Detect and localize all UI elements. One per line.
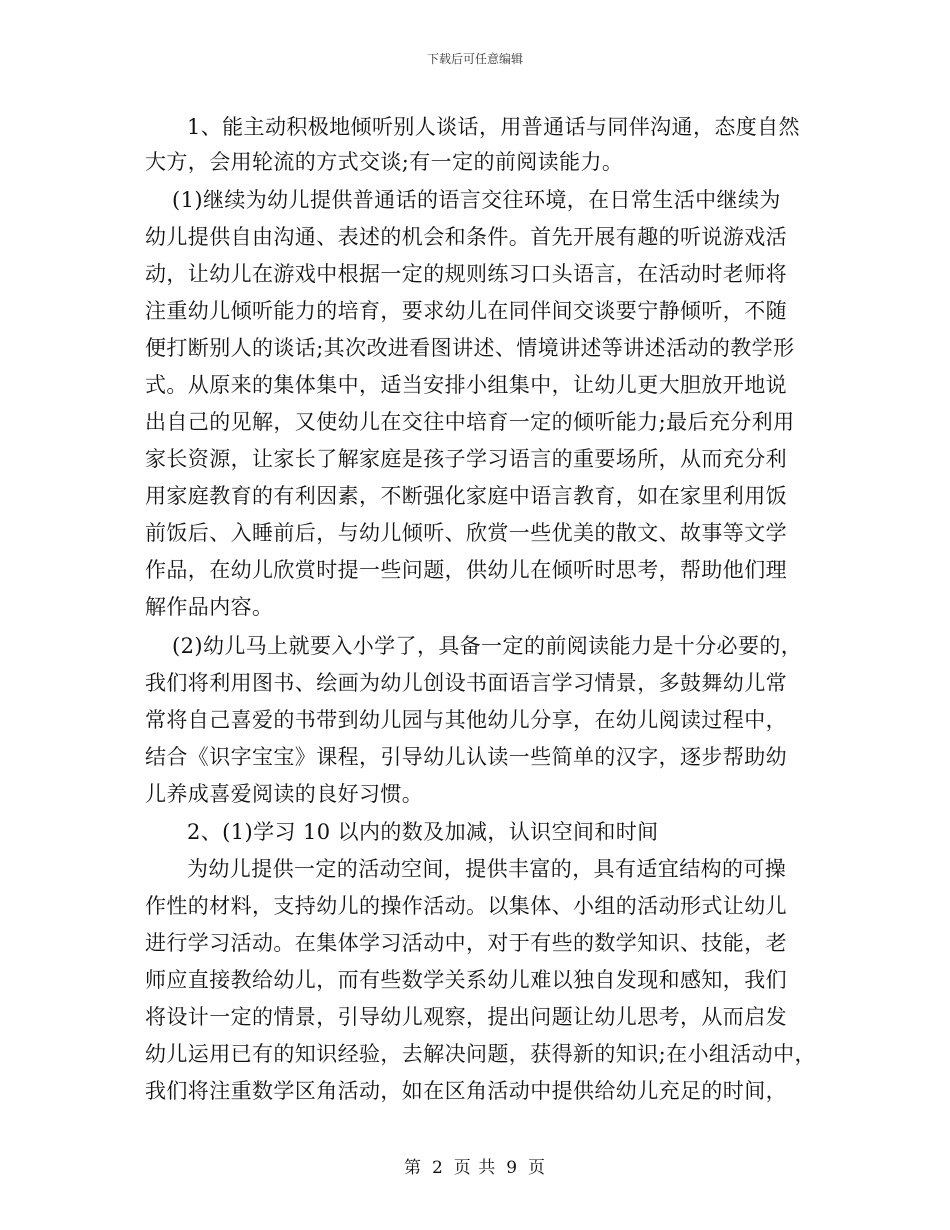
text-line: 式。从原来的集体集中，适当安排小组集中，让幼儿更大胆放开地说 — [145, 373, 787, 397]
text-line: 幼儿运用已有的知识经验，去解决问题，获得新的知识;在小组活动中， — [145, 1042, 816, 1066]
text-line: 进行学习活动。在集体学习活动中，对于有些的数学知识、技能，老 — [145, 931, 787, 955]
total-pages-number: 9 — [506, 1158, 519, 1178]
text-line: 用家庭教育的有利因素，不断强化家庭中语言教育，如在家里利用饭 — [145, 484, 787, 508]
text-line: 作品，在幼儿欣赏时提一些问题，供幼儿在倾听时思考，帮助他们理 — [145, 558, 787, 582]
text-line: (2)幼儿马上就要入小学了，具备一定的前阅读能力是十分必要的， — [172, 634, 803, 658]
text-line: 2、(1)学习 10 以内的数及加减，认识空间和时间 — [187, 820, 659, 844]
text-line: 注重幼儿倾听能力的培育，要求幼儿在同伴间交谈要宁静倾听，不随 — [145, 299, 787, 323]
text-line: 幼儿提供自由沟通、表述的机会和条件。首先开展有趣的听说游戏活 — [145, 225, 787, 249]
text-line: 为幼儿提供一定的活动空间，提供丰富的，具有适宜结构的可操 — [187, 857, 787, 881]
text-line: 将设计一定的情景，引导幼儿观察，提出问题让幼儿思考，从而启发 — [145, 1005, 787, 1029]
text-line: 结合《识字宝宝》课程，引导幼儿认读一些简单的汉字，逐步帮助幼 — [145, 745, 787, 769]
text-line: 我们将利用图书、绘画为幼儿创设书面语言学习情景，多鼓舞幼儿常 — [145, 671, 787, 695]
text-line: 动，让幼儿在游戏中根据一定的规则练习口头语言，在活动时老师将 — [145, 262, 787, 286]
text-line: 前饭后、入睡前后，与幼儿倾听、欣赏一些优美的散文、故事等文学 — [145, 521, 787, 545]
page-header: 下载后可任意编辑 — [426, 52, 523, 66]
page-label-prefix: 第 — [403, 1158, 422, 1178]
page-footer — [0, 1153, 950, 1178]
text-line: 作性的材料，支持幼儿的操作活动。以集体、小组的活动形式让幼儿 — [145, 894, 787, 918]
text-line: 出自己的见解，又使幼儿在交往中培育一定的倾听能力;最后充分利用 — [145, 410, 795, 434]
page-label-suffix: 页 — [528, 1158, 547, 1178]
text-line: 我们将注重数学区角活动，如在区角活动中提供给幼儿充足的时间， — [145, 1079, 787, 1103]
text-line: (1)继续为幼儿提供普通话的语言交往环境，在日常生活中继续为 — [172, 188, 781, 212]
text-line: 儿养成喜爱阅读的良好习惯。 — [145, 782, 424, 806]
text-line: 1、能主动积极地倾听别人谈话，用普通话与同伴沟通，态度自然 — [187, 115, 800, 139]
text-line: 便打断别人的谈话;其次改进看图讲述、情境讲述等讲述活动的教学形 — [145, 336, 795, 360]
current-page-number: 2 — [431, 1158, 444, 1178]
text-line: 家长资源，让家长了解家庭是孩子学习语言的重要场所，从而充分利 — [145, 447, 787, 471]
text-line: 大方，会用轮流的方式交谈;有一定的前阅读能力。 — [145, 150, 624, 174]
text-line: 常将自己喜爱的书带到幼儿园与其他幼儿分享，在幼儿阅读过程中， — [145, 708, 787, 732]
text-line: 解作品内容。 — [145, 595, 274, 619]
page-label-middle: 页 共 — [453, 1158, 497, 1178]
text-line: 师应直接教给幼儿，而有些数学关系幼儿难以独自发现和感知，我们 — [145, 968, 787, 992]
